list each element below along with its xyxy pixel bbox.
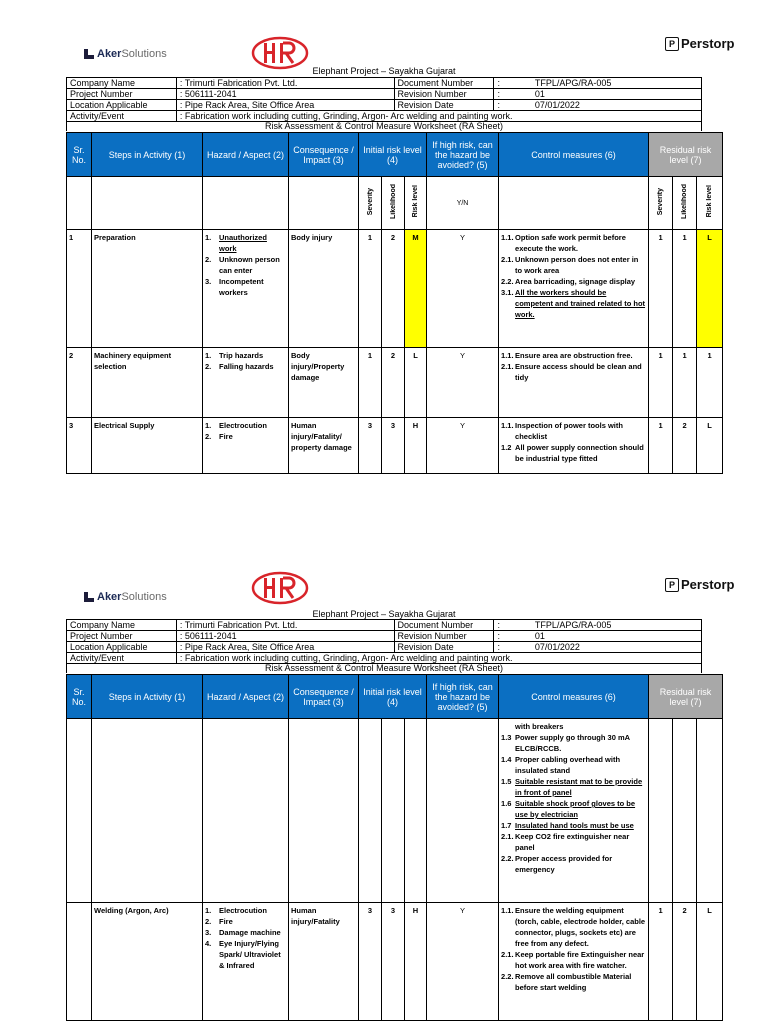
col-initial: Initial risk level (4) bbox=[359, 675, 427, 719]
hpr-logo-icon bbox=[250, 36, 310, 70]
info-table bbox=[66, 619, 702, 664]
doc-sep: : bbox=[494, 620, 532, 631]
rev-label: Revision Number bbox=[394, 631, 494, 642]
hazard-item: Electrocution bbox=[219, 421, 267, 430]
doc-value: TFPL/APG/RA-005 bbox=[532, 78, 702, 89]
company-value: : Trimurti Fabrication Pvt. Ltd. bbox=[176, 78, 394, 89]
aker-mark-icon bbox=[84, 49, 94, 59]
date-sep: : bbox=[494, 642, 532, 653]
row-risk: M bbox=[405, 230, 427, 348]
col-avoided: If high risk, can the hazard be avoided? (5) bbox=[427, 675, 499, 719]
perstorp-logo-text: Perstorp bbox=[681, 577, 735, 592]
row-risk: L bbox=[405, 348, 427, 418]
table-row bbox=[67, 348, 723, 418]
control-item: Power supply go through 30 mA ELCB/RCCB. bbox=[515, 733, 630, 753]
row-controls: 1.1. Ensure the welding equipment (torch, cable, electrode holder, cable connector, plugs, sockets etc) are free from any defect. 2.1. Keep portable fire Extinguisher near hot work area with fire watcher. 2.2. Remove all combustible Material before start welding bbox=[499, 903, 649, 1021]
col-residual: Residual risk level (7) bbox=[649, 133, 723, 177]
col-hazard: Hazard / Aspect (2) bbox=[203, 133, 289, 177]
table-row bbox=[67, 418, 723, 474]
row-step: Machinery equipment selection bbox=[92, 348, 203, 418]
doc-label: Document Number bbox=[394, 78, 494, 89]
row-like: 2 bbox=[382, 230, 405, 348]
control-item: All the workers should be competent and trained related to hot work. bbox=[515, 288, 646, 319]
aker-mark-icon bbox=[84, 592, 94, 602]
row-risk: H bbox=[405, 903, 427, 1021]
control-item: Option safe work permit before execute the work. bbox=[515, 233, 626, 253]
row-sr: 1 bbox=[67, 230, 92, 348]
location-value: : Pipe Rack Area, Site Office Area bbox=[176, 642, 394, 653]
hazard-item: Trip hazards bbox=[219, 351, 264, 360]
control-item: Suitable resistant mat to be provide in front of panel bbox=[515, 777, 643, 797]
row-sev: 3 bbox=[359, 903, 382, 1021]
aker-logo-rest: Solutions bbox=[121, 48, 167, 60]
sub-r-severity: Severity bbox=[657, 187, 665, 216]
row-consequence: Body injury bbox=[289, 230, 359, 348]
sub-severity: Severity bbox=[366, 187, 374, 216]
sub-yn: Y/N bbox=[427, 177, 499, 230]
col-consequence: Consequence / Impact (3) bbox=[289, 133, 359, 177]
row-rsev: 1 bbox=[649, 348, 673, 418]
date-value: 07/01/2022 bbox=[532, 642, 702, 653]
row-consequence: Body injury/Property damage bbox=[289, 348, 359, 418]
hazard-item: Incompetent workers bbox=[219, 277, 264, 297]
row-sev: 3 bbox=[359, 418, 382, 474]
control-item: Suitable shock proof gloves to be use by electrician bbox=[515, 799, 636, 819]
row-like: 3 bbox=[382, 903, 405, 1021]
control-item: Keep portable fire Extinguisher near hot work area with fire watcher. bbox=[515, 950, 645, 970]
activity-value: : Fabrication work including cutting, Grinding, Argon- Arc welding and painting work. bbox=[176, 653, 701, 664]
row-rlike: 2 bbox=[673, 418, 697, 474]
row-rrisk: L bbox=[697, 903, 723, 1021]
project-title: Elephant Project – Sayakha Gujarat bbox=[312, 609, 456, 619]
hazard-item: Unauthorized work bbox=[219, 233, 267, 253]
location-label: Location Applicable bbox=[67, 642, 177, 653]
perstorp-mark-icon: P bbox=[665, 37, 679, 51]
row-avoid: Y bbox=[427, 903, 499, 1021]
project-value: : 506111-2041 bbox=[176, 89, 394, 100]
col-avoided: If high risk, can the hazard be avoided? (5) bbox=[427, 133, 499, 177]
col-sr: Sr. No. bbox=[67, 675, 92, 719]
row-like: 3 bbox=[382, 418, 405, 474]
row-controls: with breakers 1.3 Power supply go through 30 mA ELCB/RCCB. 1.4 Proper cabling overhead with insulated stand 1.5 Suitable resistant mat to be provide in front of panel 1.6 Suitable shock proof gloves to be use by electrician 1.7 Insulated hand tools must be use 2.1. Keep CO2 fire extinguisher near panel 2.2. Proper access provided for emergency bbox=[499, 719, 649, 903]
col-steps: Steps in Activity (1) bbox=[92, 675, 203, 719]
activity-value: : Fabrication work including cutting, Grinding, Argon- Arc welding and painting work. bbox=[176, 111, 701, 122]
row-hazards: 1. Unauthorized work 2. Unknown person can enter 3. Incompetent workers bbox=[203, 230, 289, 348]
hazard-item: Damage machine bbox=[219, 928, 281, 937]
aker-solutions-logo bbox=[84, 48, 167, 60]
hazard-item: Fire bbox=[219, 432, 233, 441]
row-hazards: 1. Electrocution 2. Fire 3. Damage machine 4. Eye Injury/Flying Spark/ Ultraviolet & Infrared bbox=[203, 903, 289, 1021]
col-control: Control measures (6) bbox=[499, 133, 649, 177]
project-value: : 506111-2041 bbox=[176, 631, 394, 642]
row-consequence: Human injury/Fatality/ property damage bbox=[289, 418, 359, 474]
project-title: Elephant Project – Sayakha Gujarat bbox=[312, 66, 456, 76]
col-sr: Sr. No. bbox=[67, 133, 92, 177]
control-item: Area barricading, signage display bbox=[515, 277, 636, 286]
sub-r-likelihood: Likelihood bbox=[681, 184, 689, 219]
control-item: Ensure area are obstruction free. bbox=[515, 351, 633, 360]
rev-value: 01 bbox=[532, 89, 702, 100]
row-step: Electrical Supply bbox=[92, 418, 203, 474]
row-sr: 3 bbox=[67, 418, 92, 474]
date-label: Revision Date bbox=[394, 642, 494, 653]
row-sev: 1 bbox=[359, 230, 382, 348]
row-step: Preparation bbox=[92, 230, 203, 348]
row-hazards: 1. Trip hazards 2. Falling hazards bbox=[203, 348, 289, 418]
perstorp-logo-text: Perstorp bbox=[681, 36, 735, 51]
control-item: Remove all combustible Material before start welding bbox=[515, 972, 632, 992]
table-row bbox=[67, 230, 723, 348]
sub-likelihood: Likelihood bbox=[389, 184, 397, 219]
control-item: Ensure access should be clean and tidy bbox=[515, 362, 642, 382]
row-rrisk: 1 bbox=[697, 348, 723, 418]
location-value: : Pipe Rack Area, Site Office Area bbox=[176, 100, 394, 111]
control-item: Inspection of power tools with checklist bbox=[515, 421, 623, 441]
row-step: Welding (Argon, Arc) bbox=[92, 903, 203, 1021]
row-rlike: 1 bbox=[673, 348, 697, 418]
row-risk: H bbox=[405, 418, 427, 474]
row-like: 2 bbox=[382, 348, 405, 418]
col-residual: Residual risk level (7) bbox=[649, 675, 723, 719]
rev-label: Revision Number bbox=[394, 89, 494, 100]
control-item: Insulated hand tools must be use bbox=[515, 821, 634, 830]
control-item: All power supply connection should be industrial type fitted bbox=[515, 443, 644, 463]
row-avoid: Y bbox=[427, 418, 499, 474]
aker-logo-bold: Aker bbox=[97, 48, 122, 60]
aker-logo-rest: Solutions bbox=[121, 591, 167, 603]
col-consequence: Consequence / Impact (3) bbox=[289, 675, 359, 719]
doc-label: Document Number bbox=[394, 620, 494, 631]
worksheet-title: Risk Assessment & Control Measure Worksheet (RA Sheet) bbox=[66, 121, 702, 131]
rev-value: 01 bbox=[532, 631, 702, 642]
perstorp-mark-icon: P bbox=[665, 578, 679, 592]
control-item: Keep CO2 fire extinguisher near panel bbox=[515, 832, 630, 852]
aker-logo-bold: Aker bbox=[97, 591, 122, 603]
hazard-item: Falling hazards bbox=[219, 362, 274, 371]
row-avoid: Y bbox=[427, 348, 499, 418]
doc-sep: : bbox=[494, 78, 532, 89]
sub-r-risk-level: Risk level bbox=[706, 185, 714, 218]
sub-risk-level: Risk level bbox=[412, 185, 420, 218]
company-value: : Trimurti Fabrication Pvt. Ltd. bbox=[176, 620, 394, 631]
rev-sep: : bbox=[494, 89, 532, 100]
page-2 bbox=[0, 543, 768, 1024]
risk-table bbox=[66, 674, 723, 1021]
control-item: Proper access provided for emergency bbox=[515, 854, 613, 874]
worksheet-title: Risk Assessment & Control Measure Worksheet (RA Sheet) bbox=[66, 663, 702, 673]
control-item: Ensure the welding equipment (torch, cable, electrode holder, cable connector, plugs, sockets etc) are free from any defect. bbox=[515, 906, 646, 948]
row-rrisk: L bbox=[697, 230, 723, 348]
hazard-item: Unknown person can enter bbox=[219, 255, 280, 275]
row-controls: 1.1. Inspection of power tools with checklist 1.2 All power supply connection should be industrial type fitted bbox=[499, 418, 649, 474]
info-table bbox=[66, 77, 702, 122]
row-rsev: 1 bbox=[649, 418, 673, 474]
date-sep: : bbox=[494, 100, 532, 111]
hazard-item: Eye Injury/Flying Spark/ Ultraviolet & Infrared bbox=[219, 939, 281, 970]
activity-label: Activity/Event bbox=[67, 111, 177, 122]
row-sr: 2 bbox=[67, 348, 92, 418]
row-controls: 1.1. Ensure area are obstruction free. 2.1. Ensure access should be clean and tidy bbox=[499, 348, 649, 418]
date-value: 07/01/2022 bbox=[532, 100, 702, 111]
hpr-logo-icon bbox=[250, 571, 310, 605]
doc-value: TFPL/APG/RA-005 bbox=[532, 620, 702, 631]
row-avoid: Y bbox=[427, 230, 499, 348]
row-rrisk: L bbox=[697, 418, 723, 474]
row-rlike: 2 bbox=[673, 903, 697, 1021]
company-label: Company Name bbox=[67, 78, 177, 89]
control-item: Proper cabling overhead with insulated stand bbox=[515, 755, 621, 775]
location-label: Location Applicable bbox=[67, 100, 177, 111]
company-label: Company Name bbox=[67, 620, 177, 631]
row-rsev: 1 bbox=[649, 230, 673, 348]
table-row bbox=[67, 719, 723, 903]
control-item: with breakers bbox=[515, 722, 564, 731]
row-rlike: 1 bbox=[673, 230, 697, 348]
date-label: Revision Date bbox=[394, 100, 494, 111]
col-control: Control measures (6) bbox=[499, 675, 649, 719]
row-controls: 1.1. Option safe work permit before execute the work. 2.1. Unknown person does not enter in to work area 2.2. Area barricading, signage display 3.1. All the workers should be competent and trained related to hot work. bbox=[499, 230, 649, 348]
row-rsev: 1 bbox=[649, 903, 673, 1021]
perstorp-logo bbox=[665, 577, 734, 592]
table-row bbox=[67, 903, 723, 1021]
perstorp-logo bbox=[665, 36, 734, 51]
col-steps: Steps in Activity (1) bbox=[92, 133, 203, 177]
control-item: Unknown person does not enter in to work area bbox=[515, 255, 639, 275]
col-hazard: Hazard / Aspect (2) bbox=[203, 675, 289, 719]
row-consequence: Human injury/Fatality bbox=[289, 903, 359, 1021]
aker-solutions-logo bbox=[84, 591, 167, 603]
risk-table bbox=[66, 132, 723, 474]
project-label: Project Number bbox=[67, 89, 177, 100]
project-label: Project Number bbox=[67, 631, 177, 642]
rev-sep: : bbox=[494, 631, 532, 642]
row-sev: 1 bbox=[359, 348, 382, 418]
activity-label: Activity/Event bbox=[67, 653, 177, 664]
row-hazards: 1. Electrocution 2. Fire bbox=[203, 418, 289, 474]
col-initial: Initial risk level (4) bbox=[359, 133, 427, 177]
hazard-item: Fire bbox=[219, 917, 233, 926]
hazard-item: Electrocution bbox=[219, 906, 267, 915]
